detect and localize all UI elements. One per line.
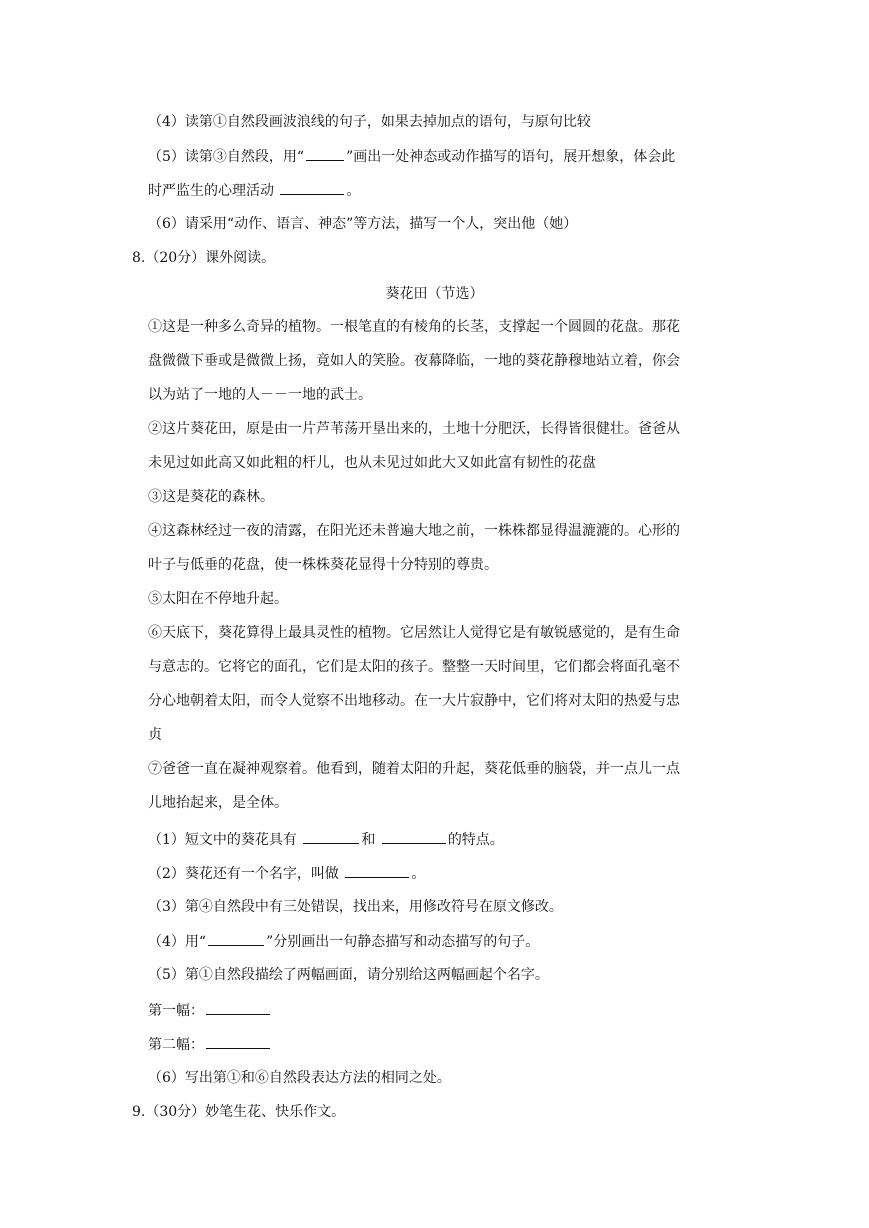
- question-text: （6）请采用“动作、语言、神态”等方法，描写一个人，突出他（她）: [148, 216, 578, 232]
- sub-question-4: [148, 931, 539, 952]
- question-text: ”分别画出一句静态描写和动态描写的句子。: [266, 934, 540, 950]
- passage-line: 以为站了一地的人－－一地的武士。: [148, 387, 372, 403]
- question-text: （4）用“: [148, 934, 207, 950]
- sub-question-2: [148, 863, 425, 884]
- question-9-header: [132, 1102, 345, 1122]
- sub-question-1: [148, 829, 504, 850]
- question-text: （3）第④自然段中有三处错误，找出来，用修改符号在原文修改。: [148, 899, 563, 915]
- question-7-6: [148, 214, 577, 234]
- question-header-text: 8.（20分）课外阅读。: [132, 250, 276, 266]
- passage-title-text: 葵花田（节选）: [385, 286, 484, 302]
- answer-blank[interactable]: [206, 1000, 270, 1015]
- answer-blank[interactable]: [280, 180, 344, 195]
- passage-line: 未见过如此高又如此粗的杆儿，也从未见过如此大又如此富有韧性的花盘: [148, 455, 596, 471]
- question-7-5: [148, 146, 675, 167]
- question-header-text: 9.（30分）妙笔生花、快乐作文。: [132, 1104, 346, 1120]
- passage-line: ④这森林经过一夜的清露，在阳光还未普遍大地之前，一株株都显得温漉漉的。心形的: [148, 523, 680, 539]
- sub-question-3: [148, 897, 563, 917]
- punctuation: 。: [346, 183, 361, 199]
- sub-question-6: [148, 1068, 451, 1088]
- passage-line: 与意志的。它将它的面孔，它们是太阳的孩子。整整一天时间里，它们都会将面孔毫不: [148, 659, 680, 675]
- passage-line: 分心地朝着太阳，而令人觉察不出地移动。在一大片寂静中，它们将对太阳的热爱与忠: [148, 693, 680, 709]
- passage-title: [0, 284, 869, 304]
- passage-line: ⑤太阳在不停地升起。: [148, 591, 288, 607]
- passage-line: 儿地抬起来，是全体。: [148, 795, 288, 811]
- question-text: （5）第①自然段描绘了两幅画面，请分别给这两幅画起个名字。: [148, 967, 549, 983]
- passage-line: ⑥天底下，葵花算得上最具灵性的植物。它居然让人觉得它是有敏锐感觉的，是有生命: [148, 625, 680, 641]
- question-text: ”画出一处神态或动作描写的语句，展开想象，体会此: [346, 149, 676, 165]
- question-7-5-cont: [148, 180, 360, 201]
- answer-blank[interactable]: [382, 829, 446, 844]
- question-text: （4）读第①自然段画波浪线的句子，如果去掉加点的语句，与原句比较: [148, 114, 591, 130]
- question-text: 。: [411, 866, 426, 882]
- answer-blank[interactable]: [303, 829, 359, 844]
- question-text: 的特点。: [447, 832, 504, 848]
- answer-blank[interactable]: [345, 863, 409, 878]
- passage-line: 叶子与低垂的花盘，使一株株葵花显得十分特别的尊贵。: [148, 557, 498, 573]
- question-text: （2）葵花还有一个名字，叫做: [148, 866, 344, 882]
- passage-line: ③这是葵花的森林。: [148, 489, 274, 505]
- passage-line: ⑦爸爸一直在凝神观察着。他看到，随着太阳的升起，葵花低垂的脑袋，并一点儿一点: [148, 761, 680, 777]
- sub-question-5: [148, 965, 549, 985]
- underline-marker: [208, 931, 264, 946]
- question-7-4: [148, 112, 591, 132]
- answer-blank[interactable]: [206, 1034, 270, 1049]
- question-text: 时严监生的心理活动: [148, 183, 279, 199]
- question-text: （1）短文中的葵花具有: [148, 832, 302, 848]
- second-picture-answer: [148, 1034, 272, 1055]
- answer-label: 第一幅：: [148, 1003, 204, 1019]
- question-text: （5）读第③自然段，用“: [148, 149, 305, 165]
- first-picture-answer: [148, 1000, 272, 1021]
- question-8-header: [132, 248, 275, 268]
- question-text: 和: [361, 832, 380, 848]
- passage-line: ②这片葵花田，原是由一片芦苇荡开垦出来的，土地十分肥沃，长得皆很健壮。爸爸从: [148, 421, 680, 437]
- question-text: （6）写出第①和⑥自然段表达方法的相同之处。: [148, 1070, 451, 1086]
- answer-label: 第二幅：: [148, 1037, 204, 1053]
- passage-line: 盘微微下垂或是微微上扬，竟如人的笑脸。夜幕降临，一地的葵花静穆地站立着，你会: [148, 353, 680, 369]
- underline-marker: [306, 146, 344, 161]
- passage-line: ①这是一种多么奇异的植物。一根笔直的有棱角的长茎，支撑起一个圆圆的花盘。那花: [148, 319, 680, 335]
- passage-line: 贞: [148, 727, 162, 743]
